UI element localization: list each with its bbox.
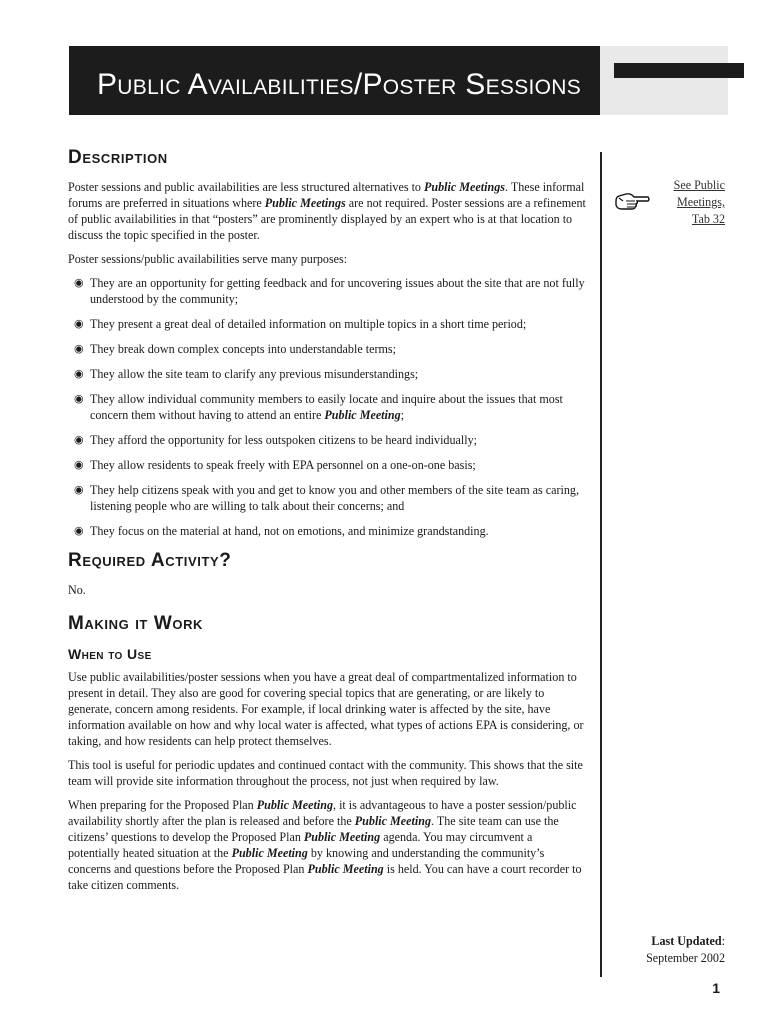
bullet-icon: ◉: [74, 459, 84, 471]
page-title: Public Availabilities/Poster Sessions: [97, 68, 582, 101]
required-activity-answer: No.: [68, 583, 86, 597]
list-item: ◉ They are an opportunity for getting feedback and for uncovering issues about the site that are not fully understood by the community;: [74, 276, 585, 306]
description-heading: Description: [68, 147, 168, 168]
list-item: ◉ They allow individual community members to easily locate and inquire about the issues that most concern them without having to attend an entire Public Meeting;: [74, 392, 563, 422]
last-updated-date: September 2002: [646, 951, 725, 965]
main-content: [68, 146, 586, 901]
bullet-icon: ◉: [74, 368, 84, 380]
list-item: ◉ They break down complex concepts into understandable terms;: [74, 342, 396, 356]
bullet-icon: ◉: [74, 393, 84, 405]
list-item: ◉ They allow residents to speak freely with EPA personnel on a one-on-one basis;: [74, 458, 476, 472]
list-item: ◉ They help citizens speak with you and get to know you and other members of the site team as caring, listening people who are willing to talk about their concerns; and: [74, 483, 579, 513]
when-to-use-paragraph-2: This tool is useful for periodic updates and continued contact with the community. This shows that the site team will provide site information throughout the process, not just when required by law.: [68, 758, 583, 788]
bullet-icon: ◉: [74, 434, 84, 446]
list-item: ◉ They focus on the material at hand, not on emotions, and minimize grandstanding.: [74, 524, 489, 538]
making-it-work-heading: Making it Work: [68, 613, 204, 634]
bullet-icon: ◉: [74, 525, 84, 537]
bullet-icon: ◉: [74, 343, 84, 355]
title-accent-block: [600, 46, 728, 115]
title-accent-stripe: [614, 63, 744, 78]
last-updated: Last Updated: September 2002: [600, 933, 725, 967]
page-number: 1: [712, 980, 720, 996]
margin-rule: [600, 152, 602, 977]
description-paragraph-1: Poster sessions and public availabilities are less structured alternatives to Public Meetings. These informal forums are preferred in situations where Public Meetings are not required. Poster sessions are a refinement of public availabilities in that “posters” are prominently displayed by an expert who is at that location to discuss the topic specified in the poster.: [68, 180, 586, 242]
see-reference-link[interactable]: See Public Meetings, Tab 32: [673, 178, 725, 226]
when-to-use-heading: When to Use: [68, 646, 152, 662]
when-to-use-paragraph-1: Use public availabilities/poster sessions when you have a great deal of compartmentalized information to present in detail. They also are good for covering special topics that are generating, or are likely to generate, concern among residents. For example, if local drinking water is affected by the site, have information available on how and why local water is affected, what types of actions EPA is considering, or taking, and how residents can help protect themselves.: [68, 670, 584, 748]
list-item: ◉ They allow the site team to clarify any previous misunderstandings;: [74, 367, 419, 381]
purposes-list: [68, 275, 586, 539]
bullet-icon: ◉: [74, 277, 84, 289]
when-to-use-paragraph-3: When preparing for the Proposed Plan Public Meeting, it is advantageous to have a poster session/public availability shortly after the plan is released and before the Public Meeting. The site team can use the citizens’ questions to develop the Proposed Plan Public Meeting agenda. You may circumvent a potentially heated situation at the Public Meeting by knowing and understanding the community’s concerns and questions before the Proposed Plan Public Meeting is held. You can have a court recorder to take citizen comments.: [68, 798, 582, 892]
list-item: ◉ They present a great deal of detailed information on multiple topics in a short time period;: [74, 317, 527, 331]
bullet-icon: ◉: [74, 318, 84, 330]
title-bar: [69, 46, 600, 115]
description-paragraph-2: Poster sessions/public availabilities serve many purposes:: [68, 252, 348, 266]
list-item: ◉ They afford the opportunity for less outspoken citizens to be heard individually;: [74, 433, 478, 447]
required-activity-heading: Required Activity?: [68, 550, 232, 571]
bullet-icon: ◉: [74, 484, 84, 496]
